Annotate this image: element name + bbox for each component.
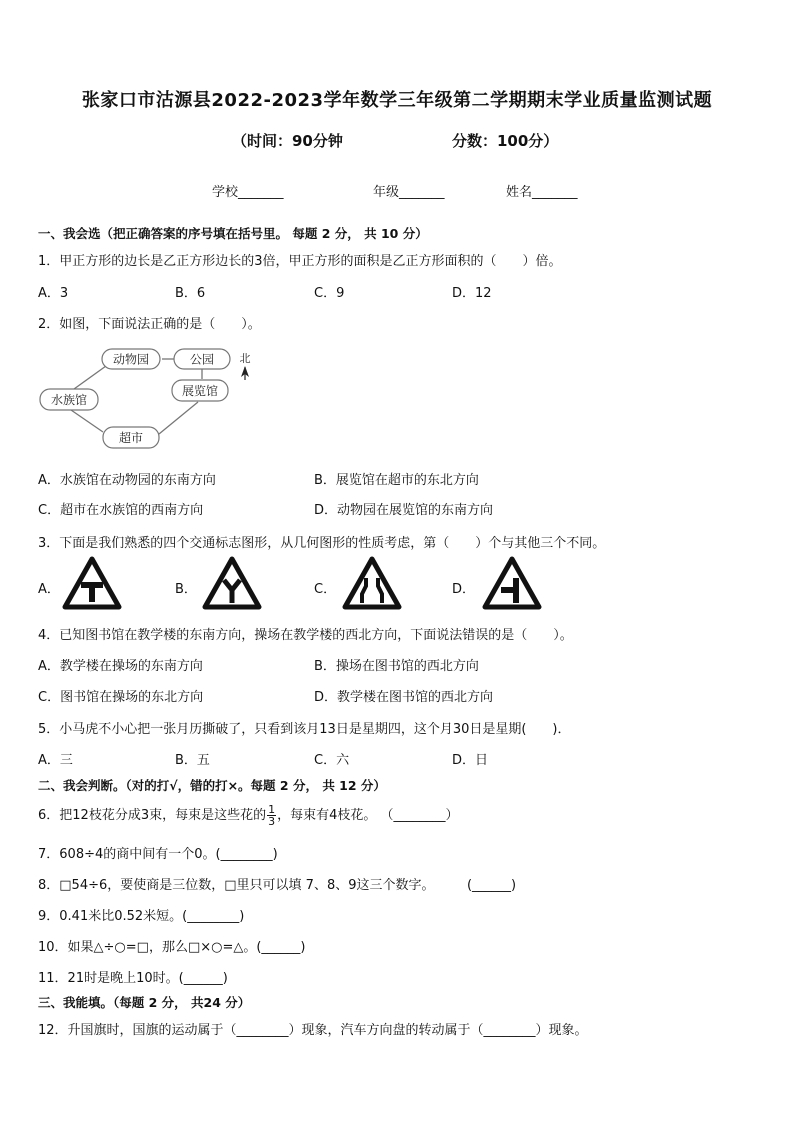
q4-option-a: A．教学楼在操场的东南方向 xyxy=(38,659,203,674)
grade-field[interactable]: 年级_______ xyxy=(373,185,445,200)
question-3: 3．下面是我们熟悉的四个交通标志图形，从几何图形的性质考虑，第（ ）个与其他三个不同。 xyxy=(38,536,606,551)
traffic-sign-t-junction-icon xyxy=(62,556,122,610)
question-4: 4．已知图书馆在教学楼的东南方向，操场在教学楼的西北方向，下面说法错误的是（ ）。 xyxy=(38,628,573,643)
q5-option-c: C．六 xyxy=(314,753,350,768)
traffic-sign-y-junction-icon xyxy=(202,556,262,610)
q2-option-d: D．动物园在展览馆的东南方向 xyxy=(314,503,494,518)
traffic-sign-narrow-road-icon xyxy=(342,556,402,610)
q3-option-b: B． xyxy=(175,582,197,597)
q6-text-after: ，每束有4枝花。 （________） xyxy=(277,808,459,823)
q4-option-c: C．图书馆在操场的东北方向 xyxy=(38,690,204,705)
q4-option-d: D．教学楼在图书馆的西北方向 xyxy=(314,690,494,705)
q2-option-a: A．水族馆在动物园的东南方向 xyxy=(38,473,216,488)
north-arrow-icon xyxy=(241,366,249,380)
question-7: 7．608÷4的商中间有一个0。(________) xyxy=(38,847,278,862)
map-label-market: 超市 xyxy=(118,431,144,445)
q6-text-before: 6．把12枝花分成3束，每束是这些花的 xyxy=(38,808,267,823)
question-10: 10．如果△÷○=□，那么□×○=△。(______) xyxy=(38,940,306,955)
exam-title: 张家口市沽源县2022-2023学年数学三年级第二学期期末学业质量监测试题 xyxy=(81,90,713,111)
direction-map-diagram xyxy=(36,344,266,454)
question-2: 2．如图，下面说法正确的是（ ）。 xyxy=(38,317,261,332)
fraction-numerator: 1 xyxy=(268,803,276,816)
section-1-heading: 一、我会选（把正确答案的序号填在括号里。 每题 2 分， 共 10 分） xyxy=(38,226,428,241)
time-limit: （时间：90分钟 xyxy=(232,132,343,150)
q1-option-d: D．12 xyxy=(452,286,492,301)
q5-option-a: A．三 xyxy=(38,753,73,768)
question-11: 11．21时是晚上10时。(______) xyxy=(38,971,228,986)
q1-option-a: A．3 xyxy=(38,286,69,301)
question-5: 5．小马虎不小心把一张月历撕破了，只看到该月13日是星期四，这个月30日是星期( )． xyxy=(38,722,571,737)
q1-option-b: B．6 xyxy=(175,286,206,301)
q2-option-b: B．展览馆在超市的东北方向 xyxy=(314,473,479,488)
q1-option-c: C．9 xyxy=(314,286,345,301)
question-9: 9．0.41米比0.52米短。(________) xyxy=(38,909,245,924)
question-8: 8．□54÷6，要使商是三位数，□里只可以填 7、8、9这三个数字。 (______) xyxy=(38,878,517,893)
q5-option-b: B．五 xyxy=(175,753,210,768)
question-1: 1．甲正方形的边长是乙正方形边长的3倍，甲正方形的面积是乙正方形面积的（ ）倍。 xyxy=(38,254,562,269)
q3-option-a: A． xyxy=(38,582,60,597)
map-label-park: 公园 xyxy=(189,352,215,367)
map-label-exhibition: 展览馆 xyxy=(181,384,219,398)
question-12: 12．升国旗时，国旗的运动属于（________）现象，汽车方向盘的转动属于（________）现象。 xyxy=(38,1023,588,1038)
q4-option-b: B．操场在图书馆的西北方向 xyxy=(314,659,479,674)
name-field[interactable]: 姓名_______ xyxy=(506,185,578,200)
fraction-one-third xyxy=(267,804,276,827)
map-label-aquarium: 水族馆 xyxy=(50,393,88,407)
section-3-heading: 三、我能填。（每题 2 分， 共24 分） xyxy=(38,995,251,1010)
map-label-zoo: 动物园 xyxy=(112,352,150,367)
total-score: 分数：100分） xyxy=(452,132,559,150)
q2-option-c: C．超市在水族馆的西南方向 xyxy=(38,503,204,518)
question-6 xyxy=(38,804,459,827)
school-field[interactable]: 学校_______ xyxy=(212,185,284,200)
q5-option-d: D．日 xyxy=(452,753,489,768)
traffic-sign-side-road-icon xyxy=(482,556,542,610)
section-2-heading: 二、我会判断。（对的打√，错的打×。每题 2 分， 共 12 分） xyxy=(38,778,386,793)
q3-option-c: C． xyxy=(314,582,337,597)
q3-option-d: D． xyxy=(452,582,476,597)
fraction-denominator: 3 xyxy=(268,815,276,828)
north-label: 北 xyxy=(239,352,251,365)
